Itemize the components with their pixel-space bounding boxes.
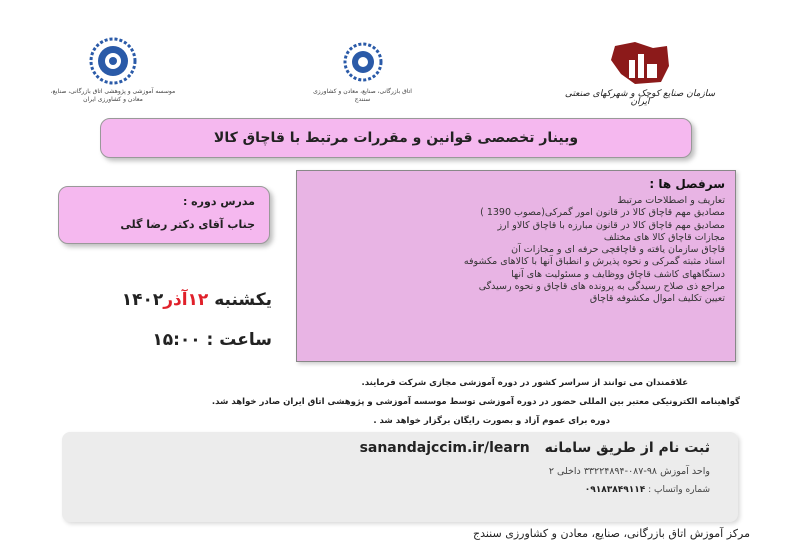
syllabus-item: مجازات قاچاق کالا های مختلف: [603, 231, 725, 243]
iran-map-factory-icon: [605, 38, 675, 88]
instructor-name: جناب آقای دکتر رضا گلی: [120, 218, 255, 231]
sanandaj-chamber-caption: اتاق بازرگانی، صنایع، معادن و کشاورزی سنندج: [313, 88, 412, 103]
syllabus-item: تعاریف و اصطلاحات مرتبط: [617, 195, 725, 206]
event-time: ساعت : ۱۵:۰۰: [152, 330, 272, 350]
event-day-month: ۱۲آذر: [163, 290, 209, 310]
registration-box: [62, 432, 738, 522]
syllabus-item: قاچاق سازمان یافته و قاچاقچی حرفه ای و مجازات آن: [511, 244, 725, 256]
small-industries-logo: [555, 32, 725, 112]
event-date: [62, 290, 272, 310]
instructor-box: [58, 186, 270, 244]
webinar-title: وبینار تخصصی قوانین و مقررات مرتبط با قاچاق کالا: [100, 118, 692, 158]
chamber-emblem-icon: [333, 42, 393, 86]
registration-link[interactable]: sanandajccim.ir/learn: [359, 440, 530, 456]
small-industries-caption: سازمان صنایع کوچک و شهرکهای صنعتی ایران: [564, 89, 716, 107]
training-unit-phone: واحد آموزش ۹۸-۰۸۷-۳۳۲۲۴۸۹۴ داخلی ۲: [548, 466, 710, 477]
event-day: یکشنبه: [214, 290, 272, 310]
syllabus-list: [307, 195, 725, 306]
registration-line: [90, 440, 710, 456]
syllabus-item: اسناد مثبته گمرکی و نحوه پذیرش و انطباق آنها با کالاهای مکشوفه: [463, 256, 725, 268]
syllabus-item: مصادیق مهم قاچاق کالا در قانون امور گمرکی(مصوب 1390 ): [480, 207, 725, 219]
syllabus-box: [296, 170, 736, 362]
notice-line: دوره برای عموم آزاد و بصورت رایگان برگزار خواهد شد .: [373, 416, 610, 426]
sanandaj-chamber-logo: [305, 38, 420, 108]
notice-line: علاقمندان می توانند از سراسر کشور در دوره آموزشی مجازی شرکت فرمایند.: [361, 378, 688, 388]
iccima-institute-logo: [48, 30, 178, 110]
whatsapp-number: ۰۹۱۸۳۸۴۹۱۱۴: [584, 485, 646, 495]
whatsapp-line: [90, 485, 710, 495]
event-year: ۱۴۰۲: [121, 290, 164, 310]
syllabus-item: دستگاههای کاشف قاچاق ووظایف و مسئولیت های آنها: [511, 268, 725, 280]
syllabus-item: مصادیق مهم قاچاق کالا در قانون مبارزه با قاچاق کالاو ارز: [497, 219, 725, 231]
syllabus-item: تعیین تکلیف اموال مکشوفه قاچاق: [589, 293, 725, 305]
instructor-label: مدرس دوره :: [182, 195, 255, 208]
iccima-institute-caption: موسسه آموزشی و پژوهشی اتاق بازرگانی، صنایع، معادن و کشاورزی ایران: [50, 88, 176, 103]
footer-text: مرکز آموزش اتاق بازرگانی، صنایع، معادن و کشاورزی سنندج: [472, 527, 750, 540]
notice-line: گواهینامه الکترونیکی معتبر بین المللی حضور در دوره آموزشی توسط موسسه آموزشی و پژوهشی اتاق ایران صادر خواهد شد.: [211, 397, 740, 407]
syllabus-item: مراجع ذی صلاح رسیدگی به پرونده های قاچاق و نحوه رسیدگی: [478, 281, 725, 293]
whatsapp-label: شماره واتساپ :: [648, 485, 710, 495]
syllabus-heading: سرفصل ها :: [649, 177, 725, 191]
iccima-institute-emblem-icon: [83, 36, 143, 86]
registration-prefix: ثبت نام از طریق سامانه: [544, 440, 710, 456]
